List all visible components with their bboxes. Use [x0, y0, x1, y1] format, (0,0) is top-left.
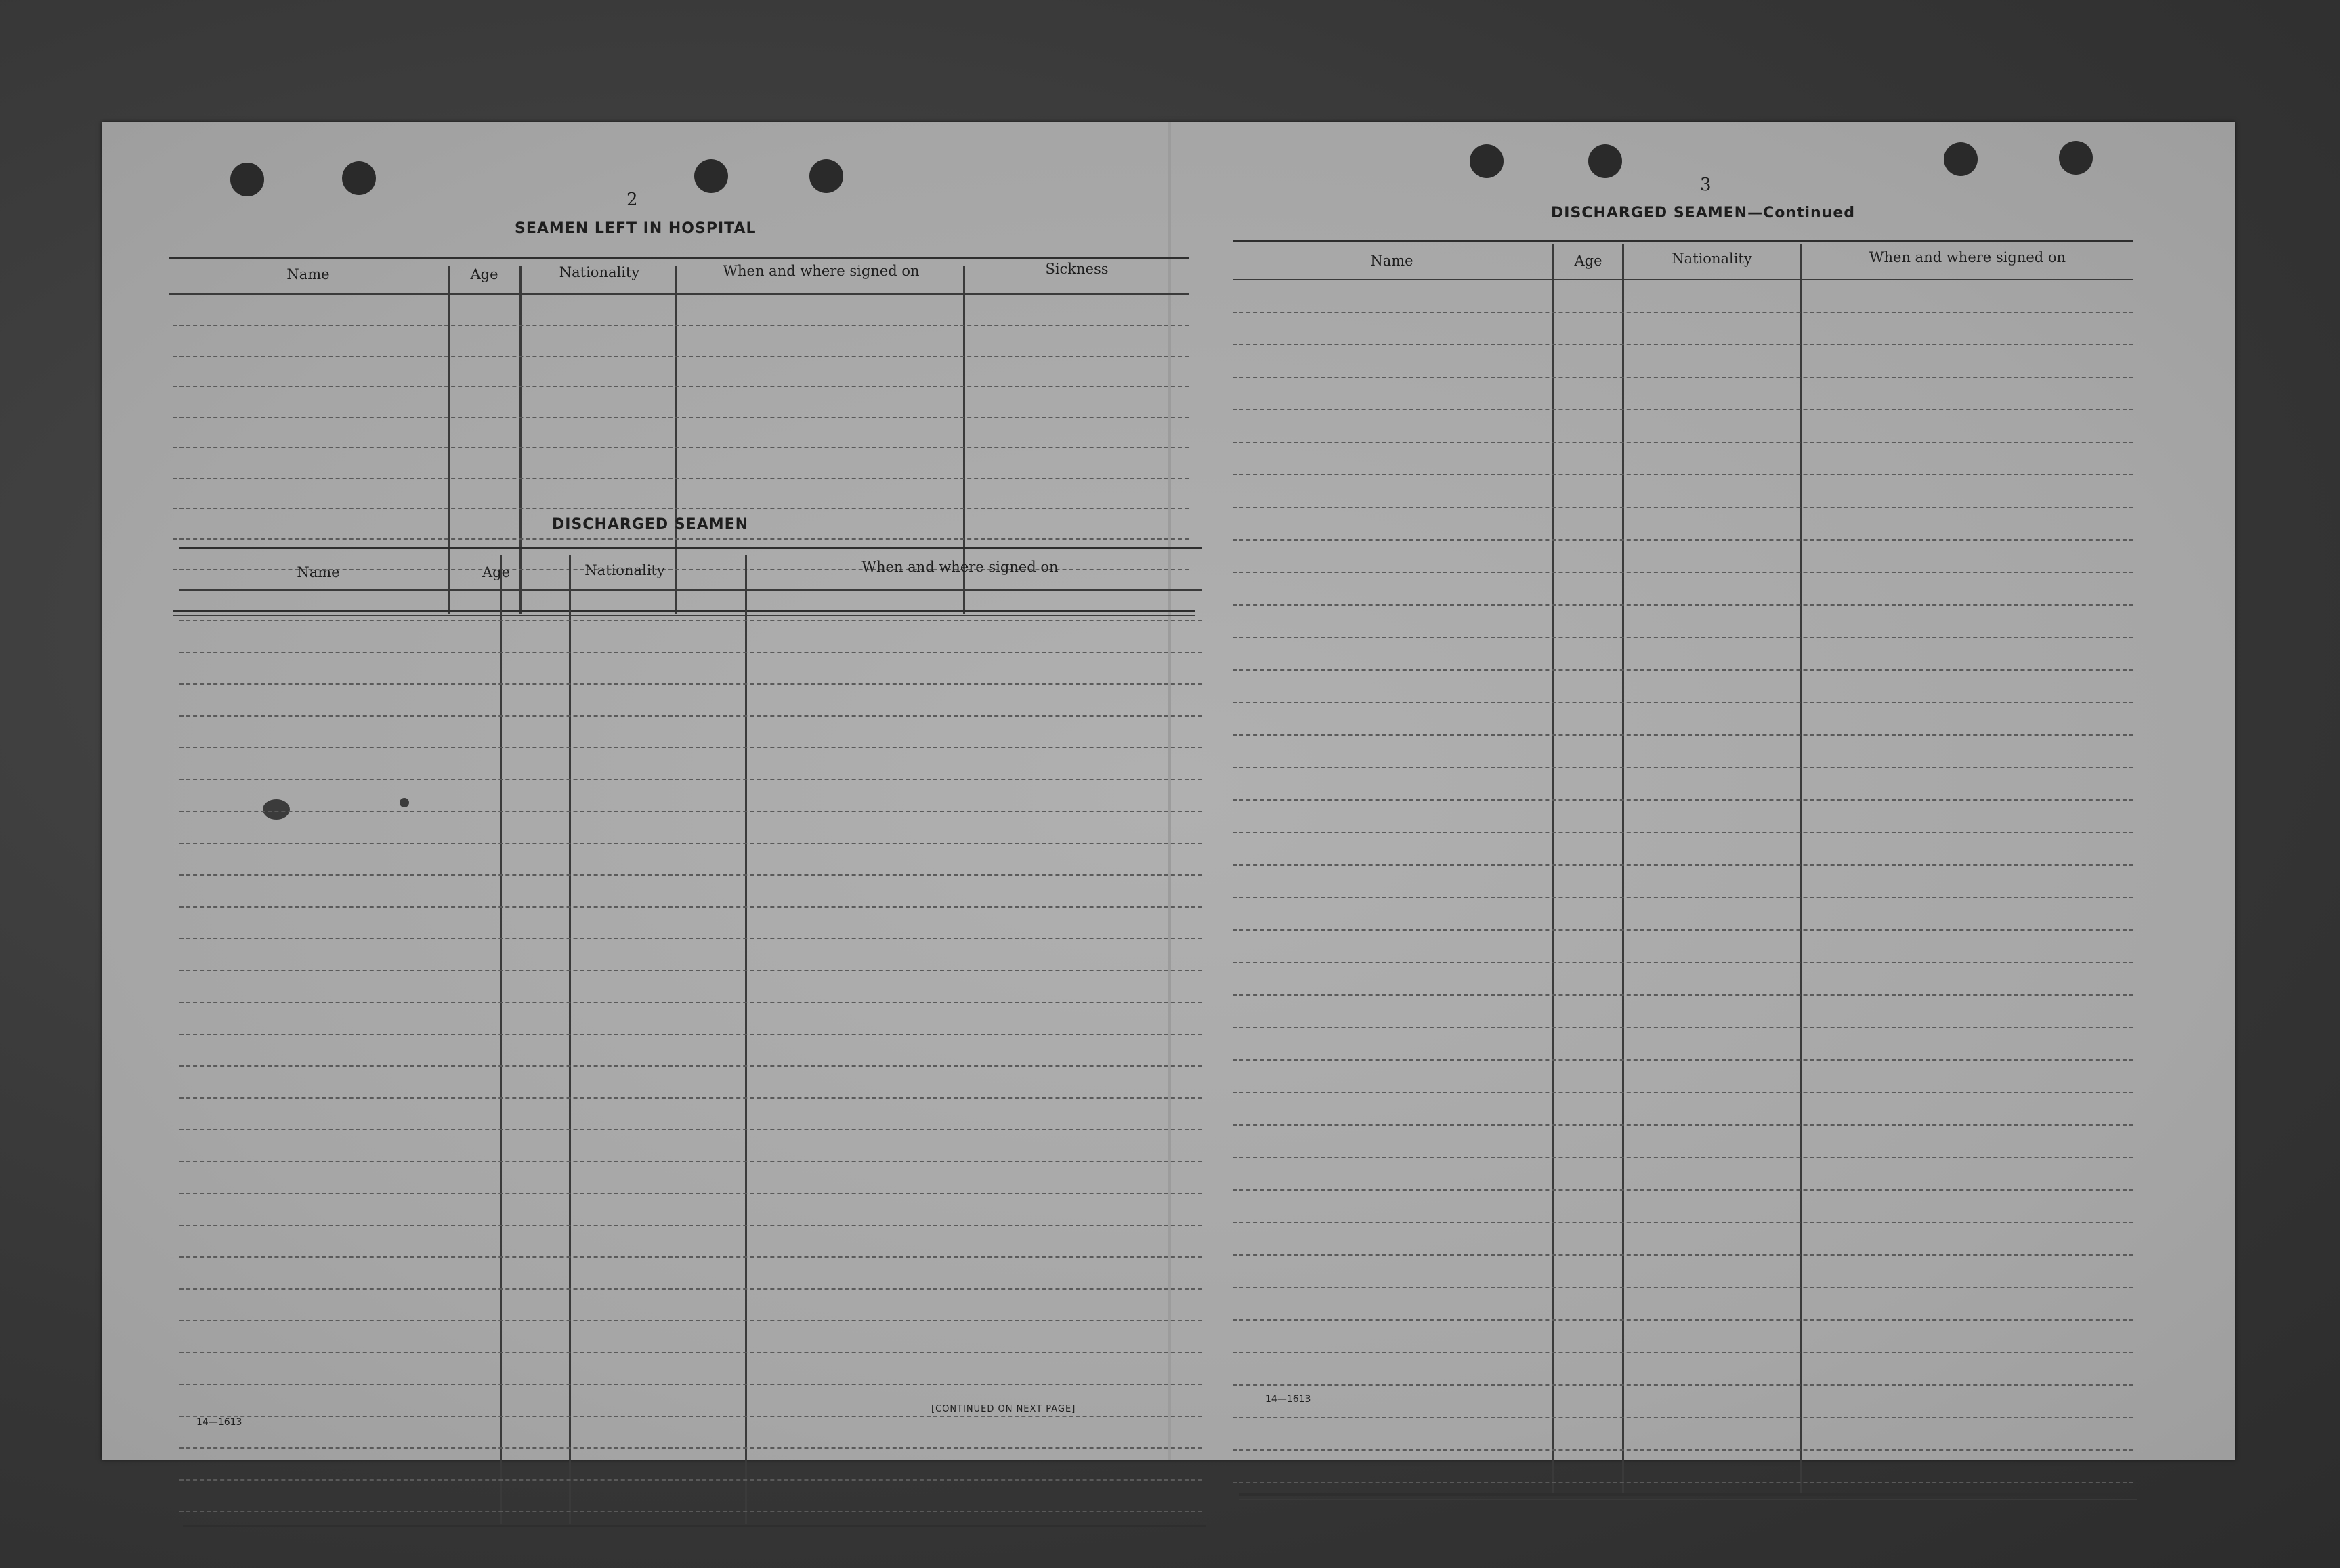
- row-line: [1233, 604, 2133, 606]
- hospital-col-age: Age: [470, 266, 498, 282]
- row-line: [179, 811, 1202, 812]
- right-table-bottom-rule-2: [1239, 1499, 2137, 1500]
- row-line: [179, 1320, 1202, 1321]
- row-line: [179, 1511, 1202, 1512]
- row-line: [1233, 1222, 2133, 1223]
- discharged-col-age: Age: [482, 564, 511, 580]
- row-line: [1233, 799, 2133, 801]
- hospital-col-sickness: Sickness: [1045, 261, 1109, 277]
- row-line: [179, 652, 1202, 653]
- row-line: [1233, 1059, 2133, 1061]
- row-line: [179, 906, 1202, 908]
- row-line: [179, 1034, 1202, 1035]
- discharged-continued-suffix: —Continued: [1747, 205, 1856, 221]
- row-line: [1233, 1449, 2133, 1451]
- row-line: [179, 683, 1202, 685]
- hospital-row-line: [173, 386, 1189, 387]
- row-line: [1233, 1189, 2133, 1191]
- discharged-col-nationality: Nationality: [584, 562, 665, 578]
- hospital-row-line: [173, 538, 1189, 540]
- row-line: [1233, 1352, 2133, 1353]
- row-line: [1233, 507, 2133, 508]
- row-line: [1233, 312, 2133, 313]
- hospital-row-line: [173, 447, 1189, 448]
- row-line: [179, 1161, 1202, 1162]
- row-line: [1233, 669, 2133, 671]
- right-col-nationality: Nationality: [1672, 251, 1752, 267]
- row-line: [1233, 1157, 2133, 1158]
- row-line: [179, 938, 1202, 939]
- row-line: [1233, 702, 2133, 703]
- discharged-col-name: Name: [297, 564, 340, 580]
- row-line: [1233, 962, 2133, 963]
- row-line: [1233, 1027, 2133, 1028]
- hospital-row-line: [173, 356, 1189, 357]
- right-vline: [1800, 244, 1802, 1493]
- row-line: [179, 1129, 1202, 1130]
- hospital-table: [102, 122, 2235, 1460]
- hospital-row-line: [173, 478, 1189, 479]
- row-line: [179, 1225, 1202, 1226]
- discharged-col-signed-on: When and where signed on: [861, 559, 1059, 575]
- page-number-left: 2: [626, 190, 638, 210]
- row-line: [179, 1256, 1202, 1258]
- hospital-col-signed-on: When and where signed on: [723, 263, 920, 279]
- right-table-header-rule: [1233, 279, 2133, 280]
- row-line: [1233, 377, 2133, 378]
- row-line: [1233, 734, 2133, 736]
- row-line: [179, 1352, 1202, 1353]
- row-line: [1233, 929, 2133, 931]
- row-line: [179, 1288, 1202, 1290]
- row-line: [1233, 1287, 2133, 1288]
- row-line: [1233, 1124, 2133, 1126]
- hospital-vline: [448, 266, 450, 614]
- row-line: [179, 1479, 1202, 1481]
- hospital-row-line: [173, 417, 1189, 418]
- hospital-col-nationality: Nationality: [559, 264, 640, 280]
- row-line: [179, 970, 1202, 971]
- document-sheet: [102, 122, 2235, 1460]
- hospital-vline: [519, 266, 522, 614]
- row-line: [1233, 1319, 2133, 1321]
- discharged-vline: [500, 555, 502, 1524]
- row-line: [1233, 864, 2133, 866]
- discharged-table-top-rule: [179, 547, 1202, 549]
- discharged-vline: [569, 555, 571, 1524]
- row-line: [1233, 409, 2133, 410]
- right-col-age: Age: [1574, 253, 1602, 269]
- row-line: [1233, 1417, 2133, 1418]
- right-col-signed-on: When and where signed on: [1869, 249, 2066, 266]
- form-number-left: 14—1613: [196, 1417, 242, 1428]
- hospital-row-line: [173, 325, 1189, 326]
- row-line: [1233, 994, 2133, 996]
- hospital-section-title: SEAMEN LEFT IN HOSPITAL: [515, 220, 757, 237]
- right-col-name: Name: [1370, 253, 1413, 269]
- row-line: [1233, 897, 2133, 898]
- right-table-top-rule: [1233, 240, 2133, 242]
- continued-note: [CONTINUED ON NEXT PAGE]: [931, 1404, 1076, 1414]
- right-table-bottom-rule: [1239, 1493, 2137, 1496]
- discharged-vline: [745, 555, 747, 1524]
- row-line: [179, 620, 1202, 621]
- row-line: [1233, 539, 2133, 541]
- row-line: [179, 747, 1202, 748]
- row-line: [1233, 1092, 2133, 1093]
- row-line: [179, 715, 1202, 717]
- discharged-continued-title-main: DISCHARGED SEAMEN: [1551, 205, 1748, 221]
- row-line: [1233, 474, 2133, 475]
- discharged-continued-title: [1551, 205, 1855, 221]
- hospital-row-line: [173, 508, 1189, 509]
- row-line: [179, 1097, 1202, 1099]
- row-line: [179, 1002, 1202, 1003]
- hospital-table-bottom-rule: [173, 610, 1195, 612]
- right-vline: [1552, 244, 1554, 1493]
- discharged-table-bottom-rule: [183, 1525, 1206, 1527]
- row-line: [1233, 442, 2133, 443]
- row-line: [179, 1384, 1202, 1385]
- row-line: [179, 843, 1202, 844]
- row-line: [1233, 832, 2133, 833]
- row-line: [1233, 1482, 2133, 1483]
- page-number-right: 3: [1700, 175, 1711, 195]
- hospital-col-name: Name: [286, 266, 330, 282]
- row-line: [179, 779, 1202, 780]
- row-line: [1233, 344, 2133, 345]
- form-number-right: 14—1613: [1265, 1394, 1311, 1405]
- row-line: [179, 1065, 1202, 1067]
- row-line: [179, 1416, 1202, 1417]
- row-line: [1233, 1254, 2133, 1256]
- row-line: [179, 874, 1202, 876]
- row-line: [1233, 637, 2133, 638]
- row-line: [1233, 572, 2133, 573]
- row-line: [1233, 767, 2133, 768]
- discharged-section-title: DISCHARGED SEAMEN: [552, 516, 749, 533]
- discharged-table-header-rule: [179, 589, 1202, 591]
- row-line: [179, 1193, 1202, 1194]
- right-vline: [1622, 244, 1624, 1493]
- hospital-table-bottom-rule-2: [173, 615, 1195, 616]
- row-line: [179, 1447, 1202, 1449]
- row-line: [1233, 1384, 2133, 1386]
